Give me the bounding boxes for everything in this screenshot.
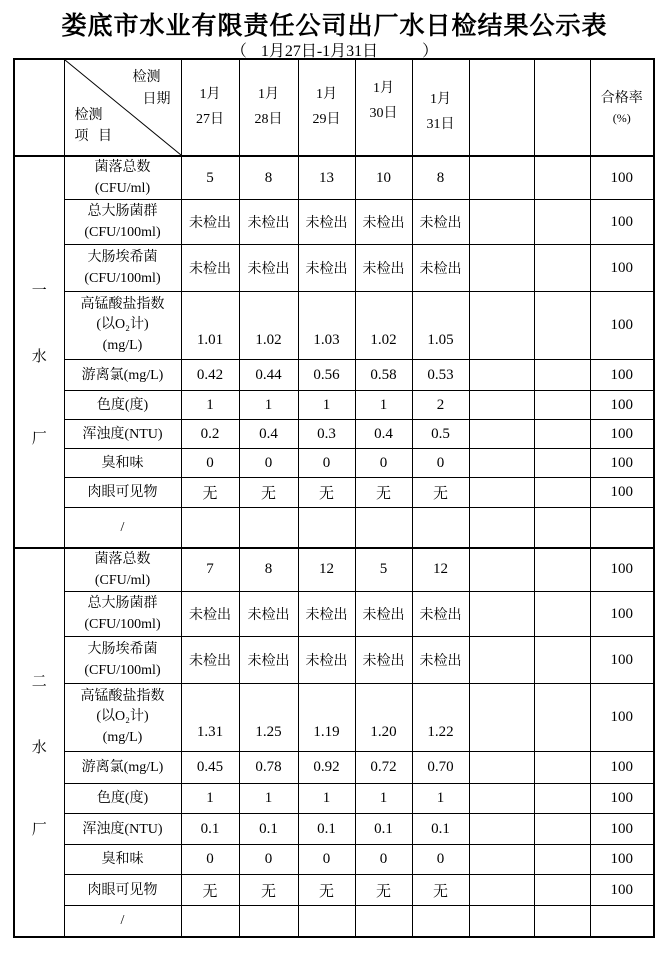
- pass-rate-header: 合格率 (%): [590, 59, 654, 156]
- value-cell: 0.44: [239, 360, 298, 391]
- value-cell: 无: [239, 875, 298, 906]
- parameter-label: 浑浊度(NTU): [64, 420, 181, 449]
- date-header-jan28: 1月 28日: [239, 59, 298, 156]
- value-cell: 8: [239, 548, 298, 592]
- value-cell: 0: [355, 845, 412, 875]
- value-cell: 12: [298, 548, 355, 592]
- empty-cell: [534, 360, 590, 391]
- value-cell: 1: [355, 784, 412, 814]
- parameter-label: 肉眼可见物: [64, 875, 181, 906]
- subtitle-date-range: 1月27日-1月31日: [260, 43, 379, 60]
- value-cell: 0.45: [181, 752, 239, 784]
- value-cell: 1.03: [298, 292, 355, 360]
- corner-label-date: 检测 日期: [132, 70, 171, 107]
- value-cell: [412, 508, 469, 548]
- table-row: [14, 292, 654, 360]
- value-cell: 13: [298, 156, 355, 200]
- header-empty-col-1: [469, 59, 534, 156]
- value-cell: 0.5: [412, 420, 469, 449]
- factory-group-label: [14, 156, 64, 548]
- table-row: [14, 391, 654, 420]
- parameter-label: 肉眼可见物: [64, 478, 181, 508]
- table-row: [14, 360, 654, 391]
- empty-cell: [534, 906, 590, 937]
- empty-cell: [534, 156, 590, 200]
- value-cell: 0: [239, 449, 298, 478]
- parameter-label: 浑浊度(NTU): [64, 814, 181, 845]
- table-row: [14, 784, 654, 814]
- empty-cell: [534, 637, 590, 684]
- value-cell: [355, 508, 412, 548]
- subtitle-paren-open: （: [230, 43, 247, 60]
- parameter-label: 大肠埃希菌 (CFU/100ml): [64, 245, 181, 292]
- empty-cell: [469, 875, 534, 906]
- parameter-label: 臭和味: [64, 449, 181, 478]
- value-cell: 0: [181, 845, 239, 875]
- empty-cell: [469, 478, 534, 508]
- value-cell: 1: [181, 391, 239, 420]
- value-cell: 未检出: [355, 592, 412, 637]
- value-cell: 5: [181, 156, 239, 200]
- value-cell: 10: [355, 156, 412, 200]
- empty-cell: [534, 292, 590, 360]
- empty-cell: [534, 200, 590, 245]
- empty-cell: [469, 360, 534, 391]
- empty-cell: [534, 814, 590, 845]
- empty-cell: [534, 391, 590, 420]
- parameter-label: 总大肠菌群 (CFU/100ml): [64, 592, 181, 637]
- empty-cell: [469, 845, 534, 875]
- parameter-label: 高锰酸盐指数 (以O₂计) (mg/L): [64, 292, 181, 360]
- parameter-label: 总大肠菌群 (CFU/100ml): [64, 200, 181, 245]
- table-row: [14, 752, 654, 784]
- value-cell: 1.02: [355, 292, 412, 360]
- value-cell: 无: [298, 478, 355, 508]
- value-cell: 1.22: [412, 684, 469, 752]
- table-row: [14, 420, 654, 449]
- value-cell: 0.1: [355, 814, 412, 845]
- header-row: [14, 59, 654, 156]
- value-cell: [181, 508, 239, 548]
- value-cell: 0.1: [412, 814, 469, 845]
- value-cell: 0: [298, 449, 355, 478]
- factory-label-char: 二: [31, 673, 47, 690]
- header-empty-col-2: [534, 59, 590, 156]
- value-cell: [239, 906, 298, 937]
- empty-cell: [534, 784, 590, 814]
- empty-cell: [534, 478, 590, 508]
- date-header-jan31: 1月 31日: [412, 59, 469, 156]
- value-cell: 1.05: [412, 292, 469, 360]
- value-cell: 未检出: [181, 245, 239, 292]
- parameter-label: 游离氯(mg/L): [64, 752, 181, 784]
- value-cell: [239, 508, 298, 548]
- pass-rate-cell: 100: [590, 156, 654, 200]
- empty-cell: [534, 245, 590, 292]
- value-cell: 1.01: [181, 292, 239, 360]
- table-row: [14, 875, 654, 906]
- value-cell: 1: [412, 784, 469, 814]
- value-cell: 1.31: [181, 684, 239, 752]
- factory-label-char: 水: [31, 349, 47, 366]
- value-cell: 未检出: [181, 592, 239, 637]
- value-cell: 未检出: [355, 200, 412, 245]
- value-cell: 无: [181, 478, 239, 508]
- parameter-label: 臭和味: [64, 845, 181, 875]
- value-cell: 1: [239, 784, 298, 814]
- value-cell: 未检出: [298, 200, 355, 245]
- empty-cell: [534, 592, 590, 637]
- value-cell: 0.78: [239, 752, 298, 784]
- pass-rate-cell: 100: [590, 391, 654, 420]
- table-row: [14, 508, 654, 548]
- value-cell: 1.19: [298, 684, 355, 752]
- empty-cell: [469, 906, 534, 937]
- pass-rate-cell: 100: [590, 784, 654, 814]
- table-row: [14, 906, 654, 937]
- empty-cell: [534, 449, 590, 478]
- value-cell: 未检出: [181, 637, 239, 684]
- value-cell: 1: [239, 391, 298, 420]
- empty-cell: [469, 592, 534, 637]
- value-cell: 0.56: [298, 360, 355, 391]
- value-cell: 无: [355, 875, 412, 906]
- factory-label-char: 水: [31, 739, 47, 756]
- pass-rate-cell: 100: [590, 200, 654, 245]
- value-cell: 0.2: [181, 420, 239, 449]
- value-cell: 0.53: [412, 360, 469, 391]
- value-cell: 0.70: [412, 752, 469, 784]
- value-cell: 0.4: [239, 420, 298, 449]
- parameter-label: 菌落总数 (CFU/ml): [64, 548, 181, 592]
- table-row: [14, 684, 654, 752]
- pass-rate-cell: [590, 906, 654, 937]
- value-cell: [298, 906, 355, 937]
- empty-cell: [469, 784, 534, 814]
- value-cell: 0.1: [239, 814, 298, 845]
- parameter-label: /: [64, 906, 181, 937]
- value-cell: 未检出: [355, 637, 412, 684]
- parameter-label: 大肠埃希菌 (CFU/100ml): [64, 637, 181, 684]
- empty-cell: [469, 508, 534, 548]
- pass-rate-cell: 100: [590, 420, 654, 449]
- value-cell: 未检出: [239, 637, 298, 684]
- value-cell: 0.72: [355, 752, 412, 784]
- factory-label-char: 一: [31, 283, 47, 300]
- empty-cell: [469, 548, 534, 592]
- table-row: [14, 449, 654, 478]
- pass-rate-cell: 100: [590, 637, 654, 684]
- pass-rate-cell: 100: [590, 292, 654, 360]
- empty-cell: [534, 845, 590, 875]
- parameter-label: 色度(度): [64, 784, 181, 814]
- table-row: [14, 548, 654, 592]
- empty-cell: [469, 637, 534, 684]
- value-cell: 7: [181, 548, 239, 592]
- pass-rate-cell: 100: [590, 592, 654, 637]
- pass-rate-cell: 100: [590, 752, 654, 784]
- pass-rate-cell: 100: [590, 245, 654, 292]
- value-cell: 1.20: [355, 684, 412, 752]
- empty-cell: [534, 752, 590, 784]
- empty-cell: [534, 548, 590, 592]
- value-cell: 8: [412, 156, 469, 200]
- value-cell: 0.1: [298, 814, 355, 845]
- page-title: 娄底市水业有限责任公司出厂水日检结果公示表: [61, 12, 608, 40]
- value-cell: 1: [355, 391, 412, 420]
- pass-rate-cell: 100: [590, 360, 654, 391]
- empty-cell: [469, 684, 534, 752]
- value-cell: 0: [181, 449, 239, 478]
- date-header-jan30: 1月 30日: [355, 59, 412, 156]
- subtitle-paren-close: ）: [422, 43, 439, 60]
- value-cell: 1: [181, 784, 239, 814]
- value-cell: 未检出: [239, 245, 298, 292]
- date-header-jan27: 1月 27日: [181, 59, 239, 156]
- value-cell: 未检出: [181, 200, 239, 245]
- pass-rate-cell: 100: [590, 845, 654, 875]
- value-cell: 无: [181, 875, 239, 906]
- value-cell: [412, 906, 469, 937]
- value-cell: 1.02: [239, 292, 298, 360]
- value-cell: 无: [412, 875, 469, 906]
- value-cell: 0: [298, 845, 355, 875]
- parameter-label: 游离氯(mg/L): [64, 360, 181, 391]
- empty-cell: [534, 508, 590, 548]
- value-cell: 0.92: [298, 752, 355, 784]
- value-cell: 未检出: [298, 245, 355, 292]
- empty-cell: [469, 245, 534, 292]
- diagonal-header-cell: [64, 59, 181, 156]
- value-cell: [355, 906, 412, 937]
- table-row: [14, 200, 654, 245]
- value-cell: 无: [412, 478, 469, 508]
- table-row: [14, 245, 654, 292]
- value-cell: 0: [412, 845, 469, 875]
- value-cell: 1.25: [239, 684, 298, 752]
- pass-rate-cell: 100: [590, 684, 654, 752]
- empty-cell: [469, 449, 534, 478]
- pass-rate-cell: 100: [590, 548, 654, 592]
- empty-cell: [534, 420, 590, 449]
- value-cell: 未检出: [239, 592, 298, 637]
- empty-cell: [469, 752, 534, 784]
- value-cell: 0.42: [181, 360, 239, 391]
- table-row: [14, 592, 654, 637]
- pass-rate-cell: [590, 508, 654, 548]
- value-cell: 2: [412, 391, 469, 420]
- parameter-label: /: [64, 508, 181, 548]
- factory-label-char: 厂: [31, 821, 47, 838]
- value-cell: 0.3: [298, 420, 355, 449]
- value-cell: [181, 906, 239, 937]
- empty-cell: [469, 814, 534, 845]
- pass-rate-cell: 100: [590, 449, 654, 478]
- header-empty-corner: [14, 59, 64, 156]
- factory-label-char: 厂: [31, 431, 47, 448]
- table-row: [14, 845, 654, 875]
- value-cell: 12: [412, 548, 469, 592]
- empty-cell: [469, 156, 534, 200]
- value-cell: 1: [298, 391, 355, 420]
- value-cell: 无: [239, 478, 298, 508]
- date-header-jan29: 1月 29日: [298, 59, 355, 156]
- parameter-label: 色度(度): [64, 391, 181, 420]
- value-cell: 未检出: [412, 200, 469, 245]
- table-row: [14, 478, 654, 508]
- table-row: [14, 814, 654, 845]
- table-row: [14, 637, 654, 684]
- empty-cell: [469, 200, 534, 245]
- value-cell: 0.4: [355, 420, 412, 449]
- factory-group-label: [14, 548, 64, 937]
- parameter-label: 菌落总数 (CFU/ml): [64, 156, 181, 200]
- value-cell: 0.58: [355, 360, 412, 391]
- corner-label-item: 检测 项 目: [74, 107, 115, 145]
- value-cell: 0.1: [181, 814, 239, 845]
- parameter-label: 高锰酸盐指数 (以O₂计) (mg/L): [64, 684, 181, 752]
- value-cell: 0: [355, 449, 412, 478]
- value-cell: 未检出: [412, 592, 469, 637]
- value-cell: 0: [239, 845, 298, 875]
- value-cell: 5: [355, 548, 412, 592]
- pass-rate-cell: 100: [590, 478, 654, 508]
- empty-cell: [469, 391, 534, 420]
- value-cell: 无: [298, 875, 355, 906]
- empty-cell: [534, 684, 590, 752]
- value-cell: 1: [298, 784, 355, 814]
- value-cell: [298, 508, 355, 548]
- value-cell: 未检出: [412, 245, 469, 292]
- pass-rate-cell: 100: [590, 814, 654, 845]
- table-row: [14, 156, 654, 200]
- value-cell: 未检出: [355, 245, 412, 292]
- empty-cell: [469, 292, 534, 360]
- empty-cell: [469, 420, 534, 449]
- value-cell: 未检出: [239, 200, 298, 245]
- value-cell: 0: [412, 449, 469, 478]
- pass-rate-cell: 100: [590, 875, 654, 906]
- value-cell: 未检出: [412, 637, 469, 684]
- value-cell: 8: [239, 156, 298, 200]
- empty-cell: [534, 875, 590, 906]
- value-cell: 未检出: [298, 592, 355, 637]
- value-cell: 未检出: [298, 637, 355, 684]
- daily-inspection-table: [13, 58, 655, 938]
- value-cell: 无: [355, 478, 412, 508]
